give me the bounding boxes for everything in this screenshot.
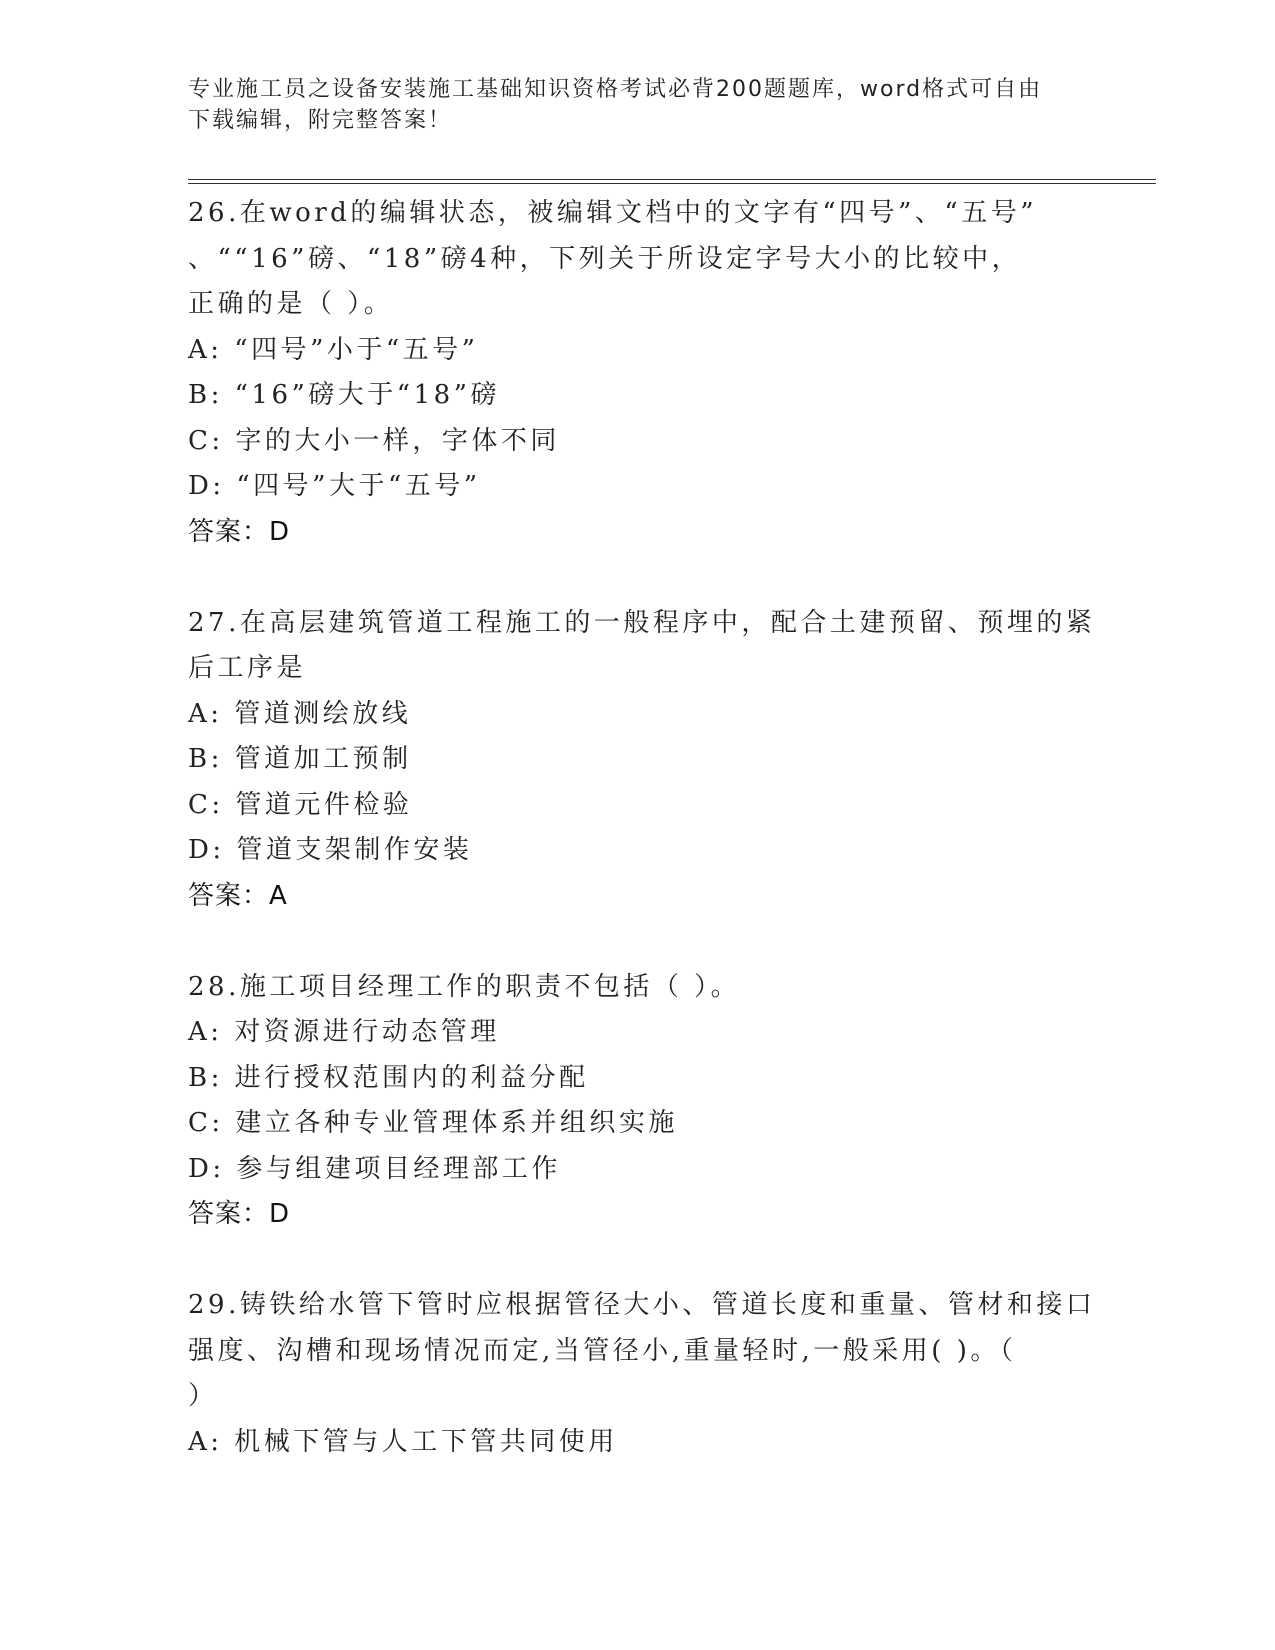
question-stem-line: 正确的是（ ）。 — [188, 289, 394, 319]
question-spacer — [188, 919, 1088, 965]
header-line-1: 专业施工员之设备安装施工基础知识资格考试必背200题题库，word格式可自由 — [188, 77, 1043, 102]
question-stem-line: 28.施工项目经理工作的职责不包括（ ）。 — [188, 971, 741, 1002]
question-26 — [188, 191, 1088, 555]
option-c: C: 字的大小一样，字体不同 — [188, 425, 560, 456]
answer: 答案：A — [188, 880, 288, 911]
option-b: B: “16”磅大于“18”磅 — [188, 380, 500, 410]
question-stem-line: 后工序是 — [188, 653, 307, 683]
option-c: C: 建立各种专业管理体系并组织实施 — [188, 1108, 678, 1138]
question-stem-line: 强度、沟槽和现场情况而定,当管径小,重量轻时,一般采用( )。（ — [188, 1335, 1017, 1366]
question-28 — [188, 965, 1088, 1238]
option-d: D: 管道支架制作安装 — [188, 835, 473, 865]
question-stem-line: ） — [188, 1381, 218, 1411]
header-divider-top — [188, 179, 1156, 180]
option-a: A: “四号”小于“五号” — [188, 334, 479, 365]
question-stem-line: 29.铸铁给水管下管时应根据管径大小、管道长度和重量、管材和接口 — [188, 1290, 1096, 1320]
option-a: A: 机械下管与人工下管共同使用 — [188, 1426, 618, 1457]
answer: 答案：D — [188, 516, 291, 547]
header-divider-bottom — [188, 183, 1156, 184]
question-stem-line: 、““16”磅、“18”磅4种，下列关于所设定字号大小的比较中， — [188, 243, 1022, 274]
option-d: D: “四号”大于“五号” — [188, 471, 481, 501]
question-stem-line: 26.在word的编辑状态，被编辑文档中的文字有“四号”、“五号” — [188, 198, 1037, 228]
question-spacer — [188, 1238, 1088, 1284]
question-list — [188, 191, 1096, 1465]
option-a: A: 对资源进行动态管理 — [188, 1017, 500, 1047]
question-29 — [188, 1283, 1096, 1465]
option-a: A: 管道测绘放线 — [188, 698, 412, 729]
question-stem-line: 27.在高层建筑管道工程施工的一般程序中，配合土建预留、预埋的紧 — [188, 607, 1096, 638]
document-header — [188, 74, 1068, 136]
option-b: B: 进行授权范围内的利益分配 — [188, 1062, 589, 1093]
option-d: D: 参与组建项目经理部工作 — [188, 1153, 561, 1184]
header-line-2: 下载编辑，附完整答案！ — [188, 108, 453, 133]
question-27 — [188, 601, 1096, 920]
question-spacer — [188, 555, 1088, 601]
option-b: B: 管道加工预制 — [188, 744, 412, 774]
answer: 答案：D — [188, 1199, 291, 1229]
option-c: C: 管道元件检验 — [188, 789, 413, 820]
